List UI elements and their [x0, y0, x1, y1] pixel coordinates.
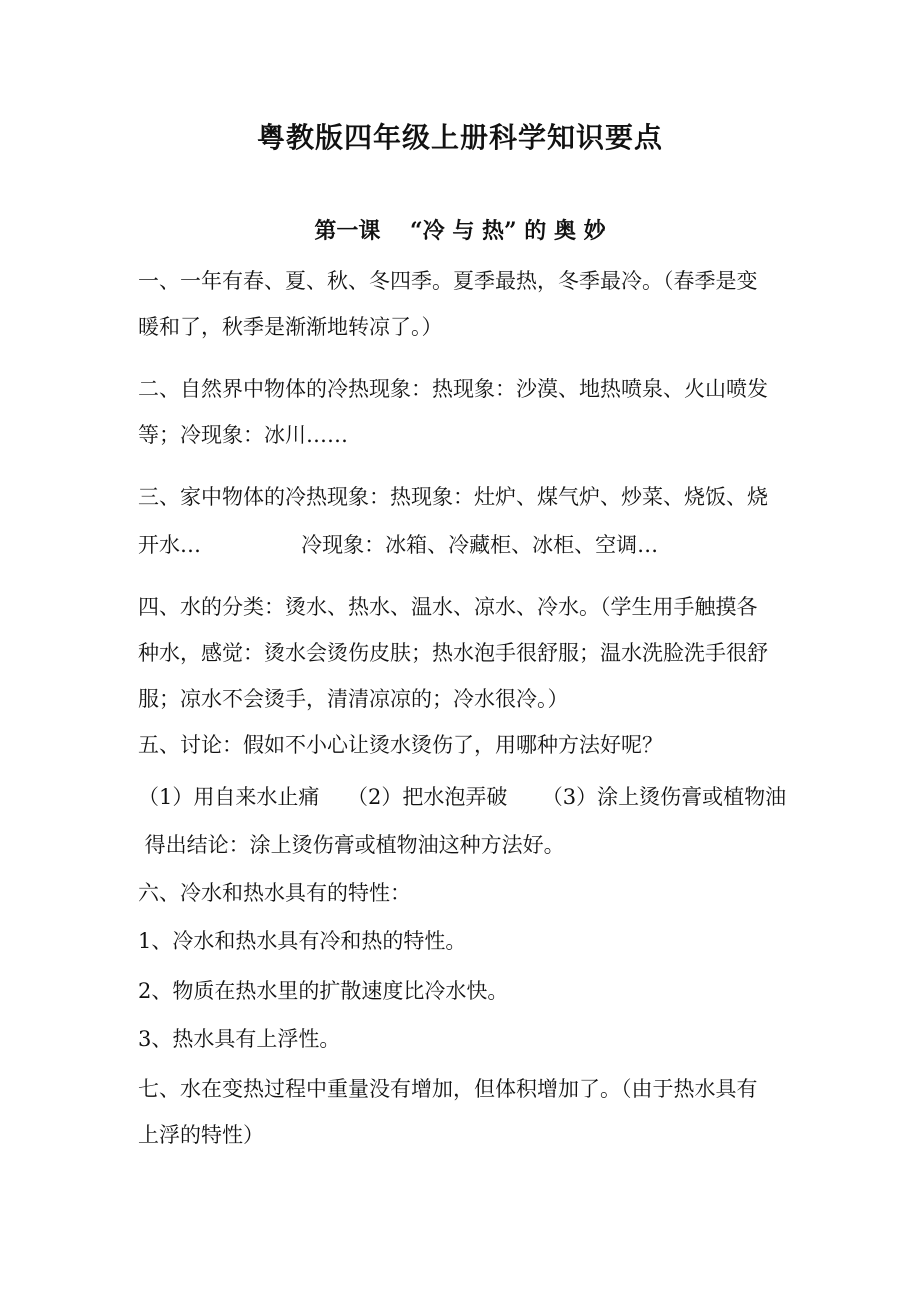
- text-line: 七、水在变热过程中重量没有增加，但体积增加了。（由于热水具有: [138, 1077, 758, 1101]
- text-line: 二、自然界中物体的冷热现象：热现象：沙漠、地热喷泉、火山喷发: [138, 377, 768, 401]
- text-line: 六、冷水和热水具有的特性：: [138, 881, 411, 905]
- document-title: 粤教版四年级上册科学知识要点: [256, 121, 663, 154]
- text-line: 暖和了，秋季是渐渐地转凉了。）: [138, 315, 443, 339]
- text-line: 服；凉水不会烫手，清清凉凉的；冷水很冷。）: [138, 687, 569, 711]
- text-line: 开水… 冷现象：冰箱、冷藏柜、冰柜、空调…: [138, 533, 659, 557]
- text-line: 四、水的分类：烫水、热水、温水、凉水、冷水。（学生用手触摸各: [138, 595, 758, 619]
- text-line: 得出结论：涂上烫伤膏或植物油这种方法好。: [138, 833, 565, 857]
- text-line: （1）用自来水止痛 （2）把水泡弄破 （3）涂上烫伤膏或植物油: [138, 785, 787, 809]
- text-line: 种水，感觉：烫水会烫伤皮肤；热水泡手很舒服；温水洗脸洗手很舒: [138, 641, 768, 665]
- text-line: 一、一年有春、夏、秋、冬四季。夏季最热，冬季最冷。（春季是变: [138, 269, 758, 293]
- lesson-heading: 第一课 “冷 与 热” 的 奥 妙: [314, 218, 606, 244]
- text-line: 三、家中物体的冷热现象：热现象：灶炉、煤气炉、炒菜、烧饭、烧: [138, 485, 768, 509]
- text-line: 2、物质在热水里的扩散速度比冷水快。: [138, 979, 509, 1003]
- text-line: 五、讨论：假如不小心让烫水烫伤了，用哪种方法好呢？: [138, 733, 663, 757]
- text-line: 等；冷现象：冰川……: [138, 423, 348, 447]
- text-line: 3、热水具有上浮性。: [138, 1027, 341, 1051]
- text-line: 上浮的特性）: [138, 1123, 264, 1147]
- text-line: 1、冷水和热水具有冷和热的特性。: [138, 929, 467, 953]
